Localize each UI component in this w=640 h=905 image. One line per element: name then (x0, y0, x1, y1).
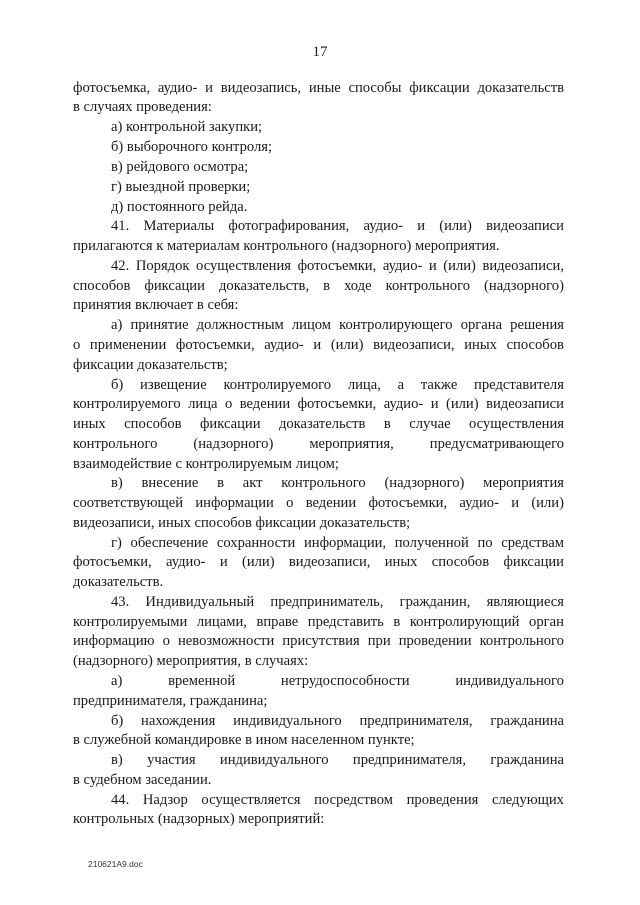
word: внесение (141, 475, 199, 491)
word: проведения (406, 792, 479, 808)
word: должностным (196, 317, 284, 333)
word: средствам (501, 535, 564, 551)
word: временной (168, 673, 236, 689)
word: (надзорного) (484, 278, 564, 294)
word: доказательств, (218, 278, 310, 294)
text-line: а) контрольной закупки; (111, 119, 263, 135)
word: (надзорного) (384, 475, 465, 491)
text-line (111, 712, 564, 730)
word: (или) (241, 554, 275, 570)
text-line: д) постоянного рейда. (111, 199, 248, 215)
word: и (511, 495, 520, 511)
word: гражданин, (399, 594, 471, 610)
word: и (313, 337, 322, 353)
word: принятие (130, 317, 189, 333)
word: фиксации (199, 416, 261, 432)
word: и (430, 396, 439, 412)
word: и (417, 218, 426, 234)
word: случае (409, 416, 451, 432)
word: обеспечение (130, 535, 209, 551)
text-line (73, 632, 564, 650)
word: (или) (443, 258, 476, 274)
word: лица (188, 396, 218, 412)
word: в (383, 416, 391, 432)
text-line: б) выборочного контроля; (111, 139, 273, 155)
word: в) (111, 752, 123, 768)
word: аудио- (264, 337, 304, 353)
word: предприниматель, (270, 594, 384, 610)
word: проведении (398, 633, 472, 649)
word: видеозаписи (486, 396, 564, 412)
text-line: доказательств. (73, 574, 164, 590)
word: (или) (330, 337, 364, 353)
word: видеозаписи, (482, 258, 564, 274)
word: являющиеся (486, 594, 564, 610)
word: аудио- (459, 495, 499, 511)
word: способов (124, 416, 182, 432)
word: предпринимателя, (359, 713, 473, 729)
word: информации (195, 495, 274, 511)
text-line (111, 751, 564, 769)
word: о (286, 495, 294, 511)
text-line (73, 277, 564, 295)
word: извещение (140, 377, 207, 393)
word: в (393, 614, 401, 630)
word: иных (73, 416, 106, 432)
word: а) (111, 673, 123, 689)
word: контролирующий (409, 614, 520, 630)
word: информацию (73, 633, 155, 649)
text-line: (надзорного) мероприятия, в случаях: (73, 653, 309, 669)
word: фотосъемки, (175, 337, 255, 353)
word: Порядок (135, 258, 190, 274)
text-line: видеозаписи, иных способов фиксации доказательств; (73, 515, 411, 531)
word: лицами, (196, 614, 247, 630)
word: Материалы (143, 218, 215, 234)
text-line (73, 395, 564, 413)
word: контрольного (281, 475, 366, 491)
text-line (111, 593, 564, 611)
text-line (73, 435, 564, 453)
word: видеозаписи, (288, 554, 371, 570)
word: фотосъемки, (297, 258, 377, 274)
word: иных (384, 554, 418, 570)
word: следующих (491, 792, 564, 808)
word: фиксации (409, 80, 470, 96)
text-line: фиксации доказательств; (73, 357, 228, 373)
word: фотографирования, (228, 218, 350, 234)
text-line (111, 672, 564, 690)
word: контрольного (479, 633, 564, 649)
word: фотосъемки, (368, 495, 448, 511)
text-line (73, 415, 564, 433)
word: ведении (239, 396, 291, 412)
word: способы (348, 80, 402, 96)
text-line (111, 217, 564, 235)
file-name-footer: 210621A9.doc (88, 859, 143, 869)
word: способов (506, 337, 564, 353)
word: аудио- (363, 218, 403, 234)
text-line (73, 336, 564, 354)
word: и (428, 258, 437, 274)
word: б) (111, 713, 124, 729)
word: 43. (111, 594, 130, 610)
text-line: предпринимателя, гражданина; (73, 693, 268, 709)
text-line: взаимодействие с контролируемым лицом; (73, 456, 339, 472)
text-line: контрольных (надзорных) мероприятий: (73, 811, 325, 827)
text-line: г) выездной проверки; (111, 179, 251, 195)
word: гражданина (490, 713, 564, 729)
word: в (217, 475, 224, 491)
word: о (73, 337, 81, 353)
word: акт (242, 475, 263, 491)
word: посредством (314, 792, 393, 808)
word: способов (73, 278, 131, 294)
word: ходе (344, 278, 372, 294)
text-line (73, 553, 564, 571)
word: фотосъемки, (297, 396, 377, 412)
word: по (477, 535, 493, 551)
word: 42. (111, 258, 130, 274)
word: 44. (111, 792, 130, 808)
word: б) (111, 377, 124, 393)
word: о (162, 633, 170, 649)
word: невозможности (177, 633, 275, 649)
word: представителя (474, 377, 564, 393)
text-line (111, 474, 564, 492)
word: вправе (256, 614, 299, 630)
word: аудио- (157, 80, 198, 96)
word: мероприятия (483, 475, 564, 491)
word: предусматривающего (429, 436, 564, 452)
word: сохранности (216, 535, 296, 551)
word: Надзор (142, 792, 188, 808)
word: фотосъемки, (73, 554, 152, 570)
text-line: принятия включает в себя: (73, 297, 239, 313)
word: информации, (303, 535, 387, 551)
word: в) (111, 475, 123, 491)
word: предпринимателя, (352, 752, 466, 768)
word: присутствия (282, 633, 360, 649)
word: контрольного (385, 278, 471, 294)
word: ведении (305, 495, 357, 511)
word: а (397, 377, 405, 393)
text-line: в служебной командировке в ином населенном пункте; (73, 732, 415, 748)
word: иные (308, 80, 341, 96)
text-line: в случаях проведения: (73, 99, 212, 115)
word: осуществления (196, 258, 292, 274)
word: фотосъемка, (73, 80, 151, 96)
word: фиксации (503, 554, 564, 570)
word: осуществляется (201, 792, 301, 808)
word: соответствующей (73, 495, 184, 511)
word: иных (464, 337, 497, 353)
word: также (420, 377, 458, 393)
word: фиксации (144, 278, 205, 294)
word: контролируемыми (73, 614, 188, 630)
word: аудио- (382, 258, 423, 274)
word: нахождения (141, 713, 216, 729)
text-line (111, 534, 564, 552)
text-line (111, 316, 564, 334)
word: (или) (531, 495, 564, 511)
word: контрольного (73, 436, 158, 452)
word: в (323, 278, 331, 294)
word: нетрудоспособности (280, 673, 410, 689)
word: лицом (291, 317, 332, 333)
word: контролируемого (223, 377, 332, 393)
word: аудио- (383, 396, 424, 412)
word: г) (111, 535, 122, 551)
word: и (205, 80, 213, 96)
word: индивидуального (455, 673, 564, 689)
word: (надзорного) (193, 436, 274, 452)
word: доказательств (278, 416, 366, 432)
text-line (73, 494, 564, 512)
text-line (73, 613, 564, 631)
word: участия (147, 752, 196, 768)
word: (или) (445, 396, 479, 412)
word: при (367, 633, 391, 649)
text-line: в судебном заседании. (73, 772, 212, 788)
word: осуществления (469, 416, 564, 432)
word: орган (529, 614, 564, 630)
word: видеозаписи (486, 218, 564, 234)
word: видеозапись, (220, 80, 302, 96)
word: (или) (439, 218, 472, 234)
word: видеозаписи, (373, 337, 455, 353)
word: и (219, 554, 228, 570)
word: контролируемого (73, 396, 181, 412)
word: органа (460, 317, 503, 333)
text-line (111, 257, 564, 275)
word: 41. (111, 218, 130, 234)
word: доказательств (477, 80, 564, 96)
text-line (111, 376, 564, 394)
word: решения (510, 317, 564, 333)
page-number: 17 (312, 44, 328, 60)
word: индивидуального (233, 713, 342, 729)
word: способов (431, 554, 490, 570)
word: применении (89, 337, 167, 353)
word: аудио- (166, 554, 206, 570)
word: а) (111, 317, 123, 333)
text-line (111, 791, 564, 809)
word: мероприятия, (309, 436, 394, 452)
word: представить (307, 614, 384, 630)
text-line (73, 79, 564, 97)
word: гражданина (490, 752, 564, 768)
word: контролирующего (339, 317, 453, 333)
word: лица, (347, 377, 381, 393)
text-line: прилагаются к материалам контрольного (надзорного) мероприятия. (73, 238, 500, 254)
word: индивидуального (219, 752, 329, 768)
word: полученной (394, 535, 469, 551)
text-line: в) рейдового осмотра; (111, 159, 249, 175)
word: Индивидуальный (145, 594, 255, 610)
word: о (224, 396, 233, 412)
